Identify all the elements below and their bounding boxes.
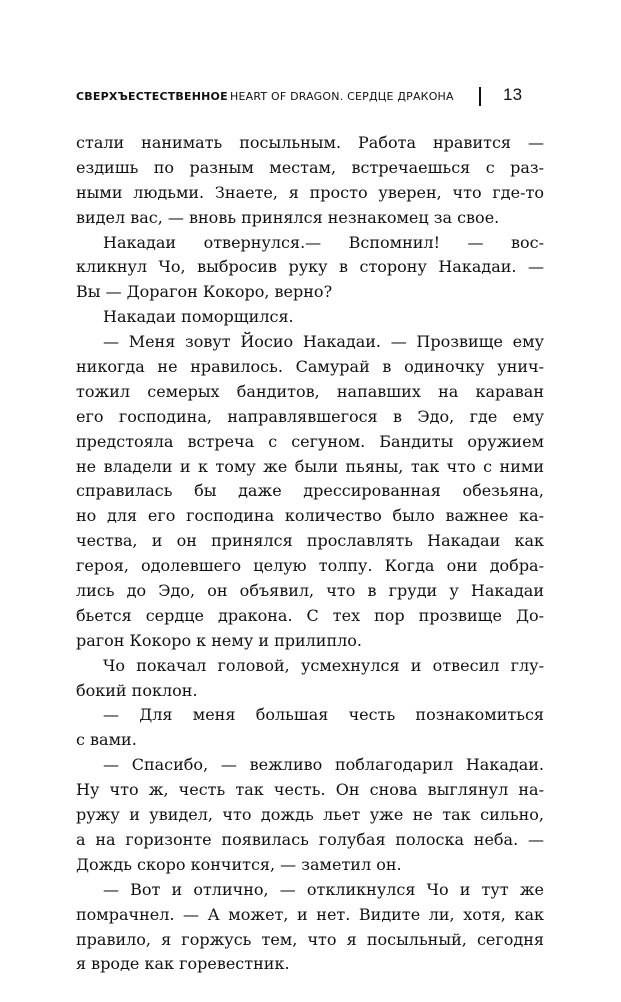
text-line: Ну что ж, честь так честь. Он снова выглянул на- [76, 780, 544, 800]
text-line: — Меня зовут Йосио Накадаи. — Прозвище ему [103, 332, 544, 352]
text-line: не владели и к тому же были пьяны, так что с ними [76, 456, 544, 476]
running-head-section: СВЕРХЪЕСТЕСТВЕННОЕ [76, 90, 228, 103]
text-line: ружу и увидел, что дождь льет уже не так сильно, [76, 805, 544, 825]
text-line: героя, одолевшего целую толпу. Когда они добра- [76, 556, 544, 576]
text-line: а на горизонте появилась голубая полоска неба. — [76, 829, 544, 849]
text-line: бокий поклон. [76, 680, 198, 700]
running-head [76, 86, 546, 108]
text-line: стали нанимать посыльным. Работа нравится — [76, 133, 544, 152]
text-line: Накадаи поморщился. [103, 307, 294, 327]
text-line: никогда не нравилось. Самурай в одиночку унич- [76, 357, 544, 377]
text-line: чества, и он принялся прославлять Накадаи как [76, 531, 544, 551]
text-line: правило, я горжусь тем, что я посыльный, сегодня [76, 929, 544, 949]
text-line: Вы — Дорагон Кокоро, верно? [76, 282, 333, 302]
text-line: Накадаи отвернулся.— Вспомнил! — вос- [103, 232, 544, 252]
text-line: справилась бы даже дрессированная обезьяна, [76, 481, 544, 501]
text-line: предстояла встреча с сегуном. Бандиты оружием [76, 431, 544, 451]
text-line: с вами. [76, 730, 137, 750]
text-line: Дождь скоро кончится, — заметил он. [76, 854, 402, 874]
body-text [76, 131, 544, 977]
text-line: кликнул Чо, выбросив руку в сторону Накадаи. — [76, 257, 544, 277]
text-line: помрачнел. — А может, и нет. Видите ли, хотя, как [76, 904, 544, 924]
text-line: рагон Кокоро к нему и прилипло. [76, 630, 363, 650]
text-line: — Для меня большая честь познакомиться [103, 705, 544, 725]
text-line: ными людьми. Знаете, я просто уверен, что где-то [76, 182, 544, 202]
text-line: видел вас, — вновь принялся незнакомец за свое. [76, 207, 500, 227]
text-line: — Вот и отлично, — откликнулся Чо и тут же [103, 879, 544, 899]
text-line: — Спасибо, — вежливо поблагодарил Накадаи. [103, 755, 544, 775]
text-line: я вроде как горевестник. [76, 954, 290, 974]
page-number: 13 [503, 85, 523, 104]
text-line: тожил семерых бандитов, напавших на караван [76, 381, 544, 401]
text-line: лись до Эдо, он объявил, что в груди у Накадаи [76, 581, 544, 601]
text-line: Чо покачал головой, усмехнулся и отвесил глу- [103, 655, 544, 675]
running-head-title: HEART OF DRAGON. СЕРДЦЕ ДРАКОНА [230, 90, 454, 103]
text-line: бьется сердце дракона. С тех пор прозвище До- [76, 605, 544, 625]
running-head-divider [479, 87, 481, 106]
text-line: его господина, направлявшегося в Эдо, где ему [76, 406, 544, 426]
text-line: ездишь по разным местам, встречаешься с раз- [76, 157, 544, 177]
text-line: но для его господина количество было важнее ка- [76, 506, 544, 526]
